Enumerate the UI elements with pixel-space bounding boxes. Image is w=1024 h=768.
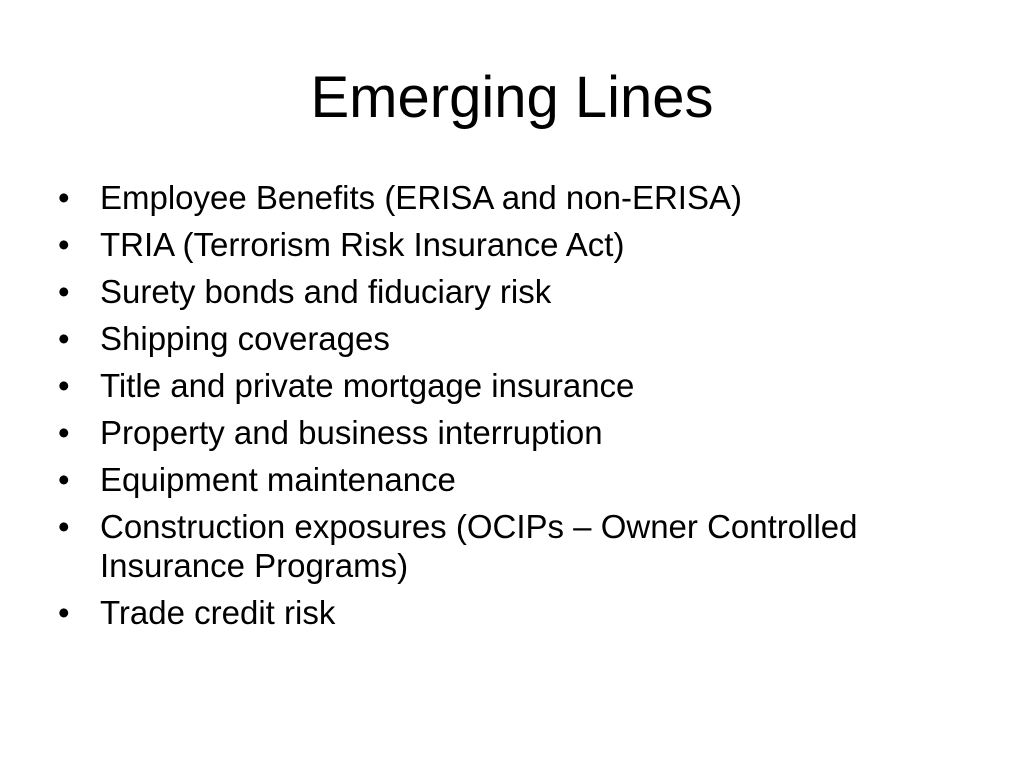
bullet-item [58, 272, 958, 311]
bullet-item [58, 366, 958, 405]
bullet-marker: • [58, 367, 70, 404]
bullet-item [58, 225, 958, 264]
bullet-list [58, 178, 958, 640]
bullet-marker: • [58, 414, 70, 451]
bullet-marker: • [58, 273, 70, 310]
slide-title: Emerging Lines [310, 65, 714, 130]
bullet-text: Surety bonds and fiduciary risk [100, 273, 552, 310]
bullet-text: Equipment maintenance [100, 461, 456, 498]
bullet-item [58, 593, 958, 632]
bullet-text: Employee Benefits (ERISA and non-ERISA) [100, 179, 742, 216]
bullet-marker: • [58, 508, 70, 545]
bullet-text: Property and business interruption [100, 414, 603, 451]
bullet-text: Trade credit risk [100, 594, 336, 631]
bullet-text: Shipping coverages [100, 320, 390, 357]
bullet-marker: • [58, 179, 70, 216]
bullet-marker: • [58, 320, 70, 357]
bullet-text: Title and private mortgage insurance [100, 367, 635, 404]
bullet-marker: • [58, 594, 70, 631]
bullet-marker: • [58, 226, 70, 263]
bullet-marker: • [58, 461, 70, 498]
bullet-item [58, 178, 958, 217]
bullet-item [58, 413, 958, 452]
bullet-text: TRIA (Terrorism Risk Insurance Act) [100, 226, 625, 263]
bullet-text: Construction exposures (OCIPs – Owner Controlled Insurance Programs) [100, 508, 858, 584]
bullet-item [58, 319, 958, 358]
bullet-item [58, 460, 958, 499]
bullet-item [58, 507, 958, 585]
